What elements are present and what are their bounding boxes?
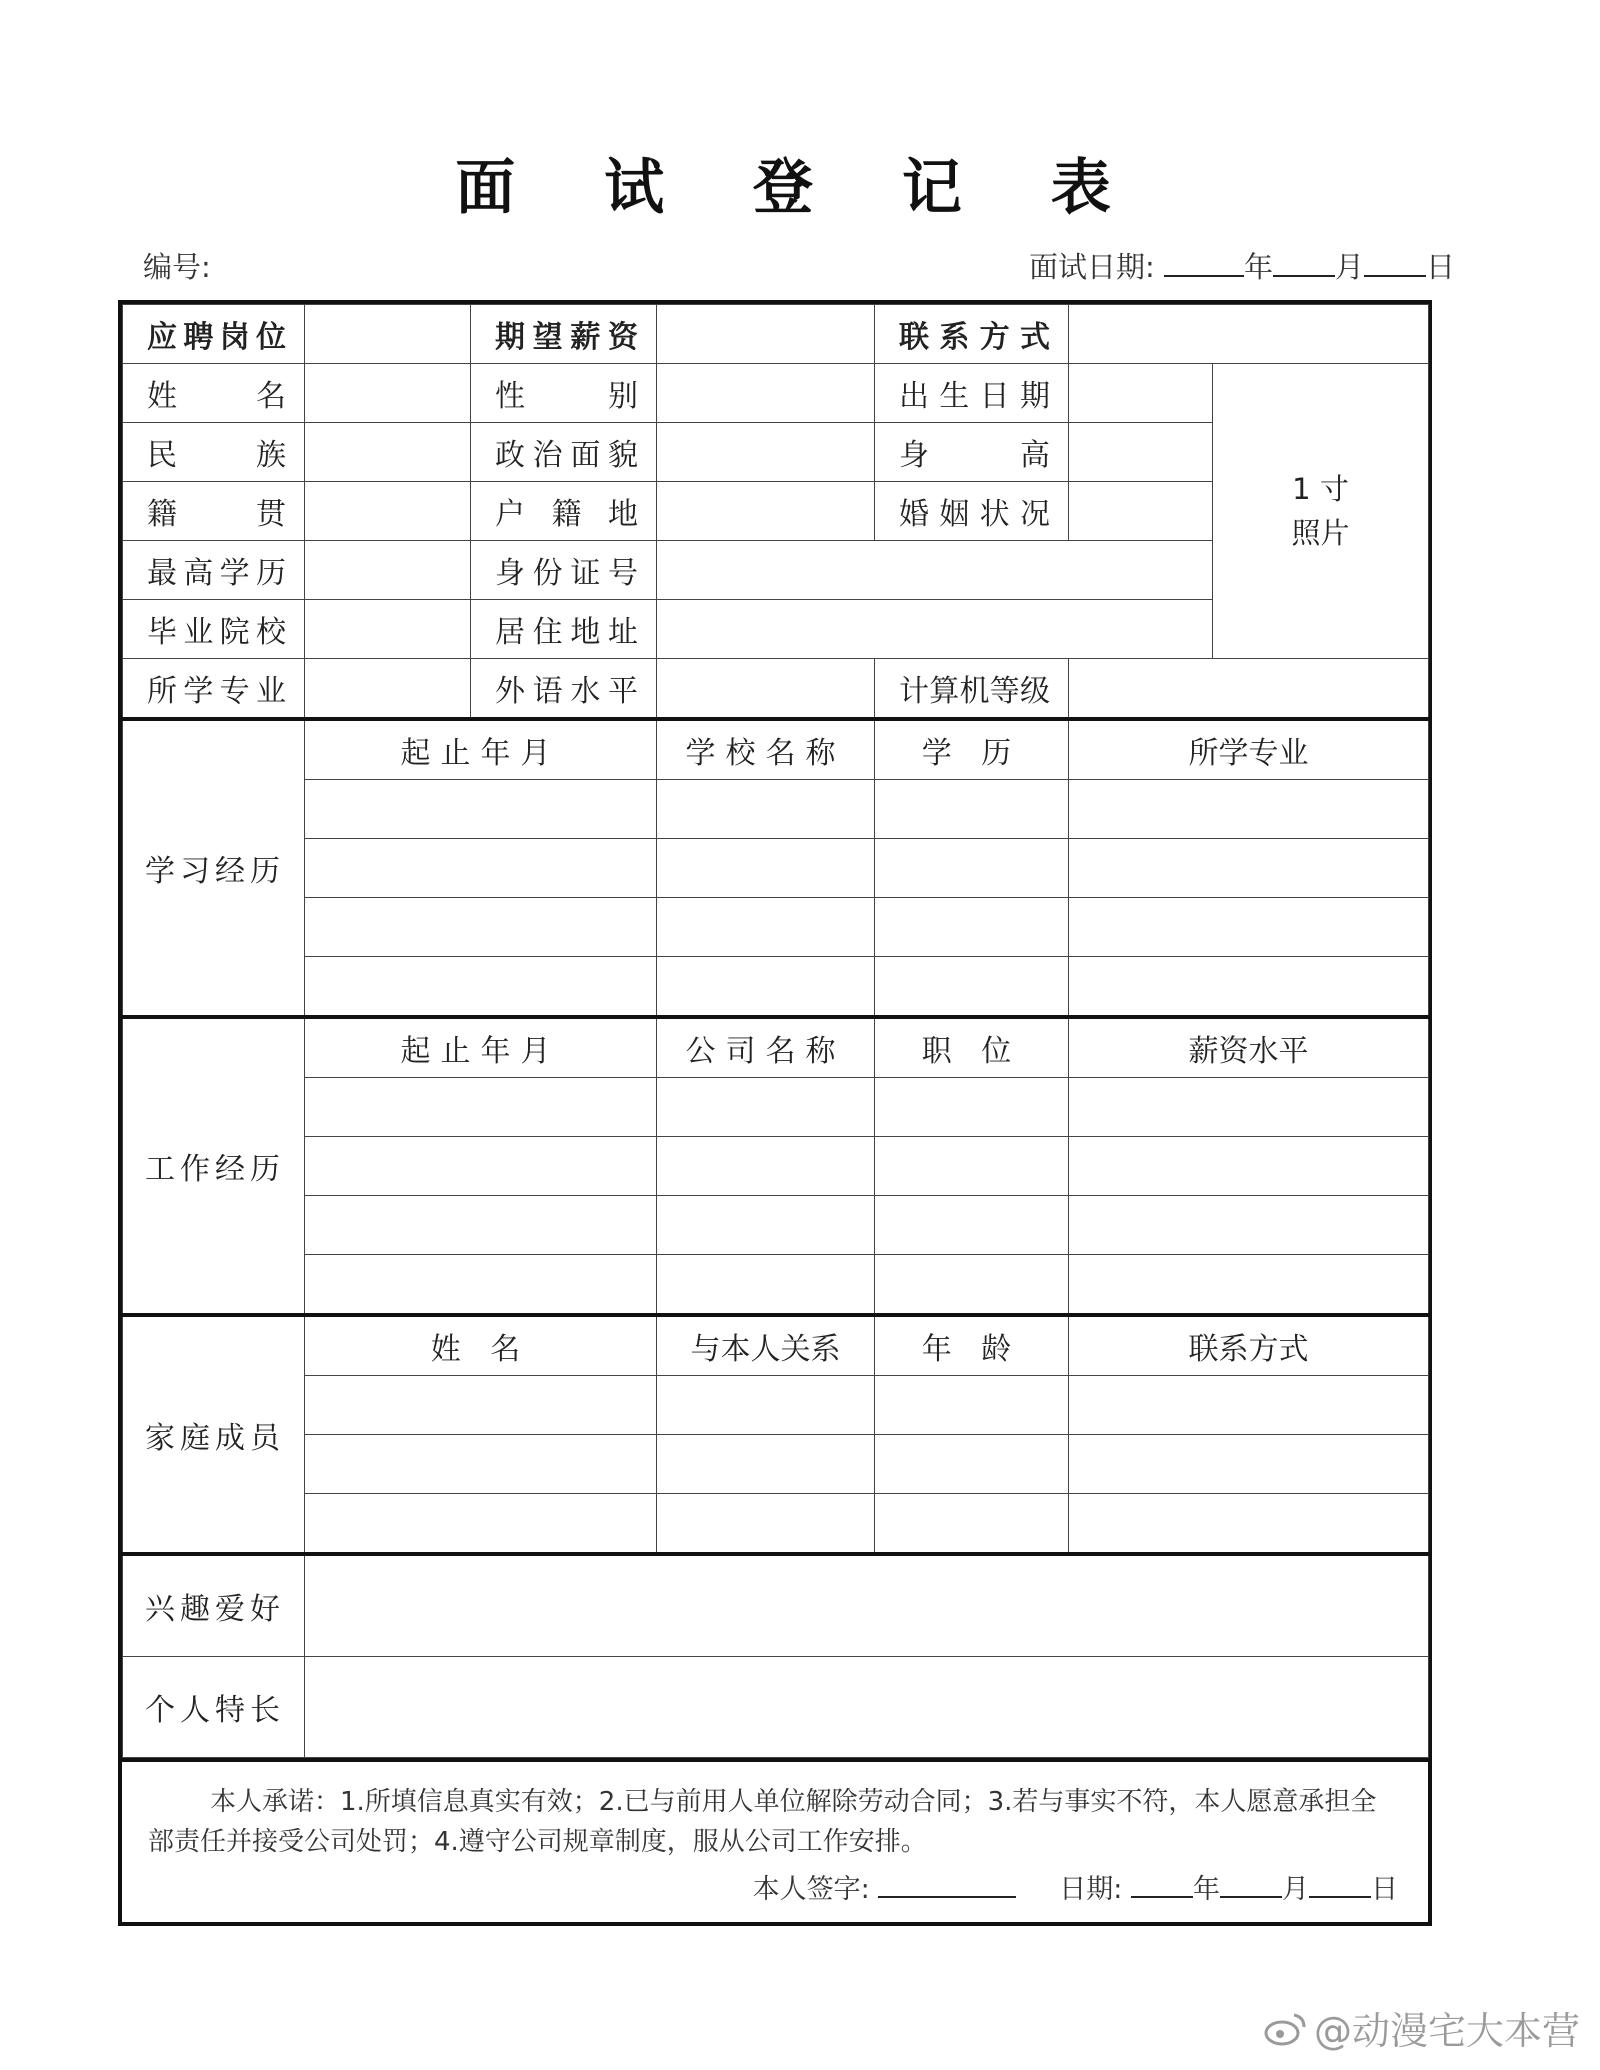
work-cell[interactable] <box>657 1078 875 1137</box>
study-cell[interactable] <box>305 957 657 1018</box>
photo-size-label: 1 寸 <box>1292 472 1349 506</box>
hobby-label: 兴趣爱好 <box>123 1554 305 1657</box>
hukou-field[interactable] <box>657 482 875 541</box>
watermark-text: @动漫宅大本营 <box>1313 2009 1580 2053</box>
work-cell[interactable] <box>1069 1196 1429 1255</box>
address-field[interactable] <box>657 600 1213 659</box>
study-cell[interactable] <box>875 957 1069 1018</box>
ethnicity-field[interactable] <box>305 423 471 482</box>
work-cell[interactable] <box>657 1255 875 1316</box>
work-cell[interactable] <box>1069 1078 1429 1137</box>
photo-label: 照片 <box>1291 516 1350 550</box>
number-label: 编号: <box>143 250 211 284</box>
work-cell[interactable] <box>875 1255 1069 1316</box>
weibo-icon <box>1264 2011 1308 2056</box>
id-number-field[interactable] <box>657 541 1213 600</box>
political-field[interactable] <box>657 423 875 482</box>
study-col-period: 起止年月 <box>305 719 657 780</box>
family-col-age: 年 龄 <box>875 1315 1069 1376</box>
study-cell[interactable] <box>1069 839 1429 898</box>
work-cell[interactable] <box>305 1137 657 1196</box>
day-blank[interactable] <box>1364 251 1426 277</box>
major-label: 所学专业 <box>123 659 305 720</box>
sign-day-blank[interactable] <box>1309 1872 1371 1898</box>
family-cell[interactable] <box>305 1376 657 1435</box>
political-label: 政治面貌 <box>471 423 657 482</box>
specialty-label: 个人特长 <box>123 1657 305 1758</box>
school-label: 毕业院校 <box>123 600 305 659</box>
height-label: 身高 <box>875 423 1069 482</box>
work-col-salary: 薪资水平 <box>1069 1017 1429 1078</box>
gender-field[interactable] <box>657 364 875 423</box>
family-col-relation: 与本人关系 <box>657 1315 875 1376</box>
education-field[interactable] <box>305 541 471 600</box>
work-col-period: 起止年月 <box>305 1017 657 1078</box>
sign-date-label: 日期: <box>1059 1874 1123 1905</box>
signature-line <box>753 1867 1398 1906</box>
pledge-text: 本人承诺：1.所填信息真实有效；2.已与前用人单位解除劳动合同；3.若与事实不符，本人愿意承担全部责任并接受公司处罚；4.遵守公司规章制度，服从公司工作安排。 <box>148 1787 1377 1857</box>
work-section-label: 工作经历 <box>123 1017 305 1315</box>
month-label: 月 <box>1334 250 1364 284</box>
work-cell[interactable] <box>875 1137 1069 1196</box>
family-cell[interactable] <box>657 1435 875 1494</box>
family-cell[interactable] <box>875 1376 1069 1435</box>
study-section-label: 学习经历 <box>123 719 305 1017</box>
major-field[interactable] <box>305 659 471 720</box>
study-cell[interactable] <box>875 898 1069 957</box>
specialty-field[interactable] <box>305 1657 1429 1758</box>
sign-month-blank[interactable] <box>1220 1872 1282 1898</box>
year-label: 年 <box>1243 250 1273 284</box>
school-field[interactable] <box>305 600 471 659</box>
sign-month-label: 月 <box>1282 1874 1309 1905</box>
study-cell[interactable] <box>657 839 875 898</box>
pledge-section <box>122 1758 1428 1922</box>
marital-field[interactable] <box>1069 482 1213 541</box>
study-cell[interactable] <box>305 898 657 957</box>
family-cell[interactable] <box>875 1435 1069 1494</box>
birth-field[interactable] <box>1069 364 1213 423</box>
hobby-field[interactable] <box>305 1554 1429 1657</box>
position-label: 应聘岗位 <box>123 305 305 364</box>
study-cell[interactable] <box>1069 957 1429 1018</box>
study-cell[interactable] <box>305 780 657 839</box>
family-cell[interactable] <box>875 1494 1069 1555</box>
language-label: 外语水平 <box>471 659 657 720</box>
study-col-degree: 学 历 <box>875 719 1069 780</box>
family-cell[interactable] <box>1069 1376 1429 1435</box>
sign-day-label: 日 <box>1371 1874 1398 1905</box>
form-title: 面 试 登 记 表 <box>455 153 1145 223</box>
family-cell[interactable] <box>1069 1435 1429 1494</box>
day-label: 日 <box>1425 250 1455 284</box>
birth-label: 出生日期 <box>875 364 1069 423</box>
name-label: 姓名 <box>123 364 305 423</box>
signature-label: 本人签字: <box>752 1874 870 1905</box>
education-label: 最高学历 <box>123 541 305 600</box>
study-cell[interactable] <box>657 898 875 957</box>
work-cell[interactable] <box>305 1255 657 1316</box>
position-field[interactable] <box>305 305 471 364</box>
work-col-company: 公司名称 <box>657 1017 875 1078</box>
work-cell[interactable] <box>657 1137 875 1196</box>
family-col-name: 姓 名 <box>305 1315 657 1376</box>
contact-label: 联系方式 <box>875 305 1069 364</box>
interview-date <box>1029 245 1455 286</box>
study-col-major: 所学专业 <box>1069 719 1429 780</box>
work-cell[interactable] <box>875 1078 1069 1137</box>
study-cell[interactable] <box>305 839 657 898</box>
work-cell[interactable] <box>305 1078 657 1137</box>
work-cell[interactable] <box>875 1196 1069 1255</box>
ethnicity-label: 民族 <box>123 423 305 482</box>
work-cell[interactable] <box>1069 1255 1429 1316</box>
salary-expect-field[interactable] <box>657 305 875 364</box>
registration-form <box>118 300 1432 1926</box>
work-col-position: 职 位 <box>875 1017 1069 1078</box>
native-place-field[interactable] <box>305 482 471 541</box>
sign-year-blank[interactable] <box>1131 1872 1193 1898</box>
family-cell[interactable] <box>1069 1494 1429 1555</box>
family-section-label: 家庭成员 <box>123 1315 305 1554</box>
computer-field[interactable] <box>1069 659 1429 720</box>
work-cell[interactable] <box>657 1196 875 1255</box>
family-col-contact: 联系方式 <box>1069 1315 1429 1376</box>
work-cell[interactable] <box>1069 1137 1429 1196</box>
salary-expect-label: 期望薪资 <box>471 305 657 364</box>
study-cell[interactable] <box>875 839 1069 898</box>
study-cell[interactable] <box>1069 898 1429 957</box>
watermark <box>1264 2000 1580 2056</box>
study-cell[interactable] <box>657 957 875 1018</box>
month-blank[interactable] <box>1273 251 1335 277</box>
marital-label: 婚姻状况 <box>875 482 1069 541</box>
family-cell[interactable] <box>657 1494 875 1555</box>
sign-year-label: 年 <box>1193 1874 1220 1905</box>
year-blank[interactable] <box>1164 251 1244 277</box>
work-cell[interactable] <box>305 1196 657 1255</box>
interview-date-label: 面试日期: <box>1028 250 1155 284</box>
address-label: 居住地址 <box>471 600 657 659</box>
name-field[interactable] <box>305 364 471 423</box>
height-field[interactable] <box>1069 423 1213 482</box>
hukou-label: 户籍地 <box>471 482 657 541</box>
id-number-label: 身份证号 <box>471 541 657 600</box>
contact-field[interactable] <box>1069 305 1429 364</box>
study-col-school: 学校名称 <box>657 719 875 780</box>
study-cell[interactable] <box>657 780 875 839</box>
photo-box[interactable] <box>1213 364 1429 659</box>
language-field[interactable] <box>657 659 875 720</box>
form-table <box>122 304 1429 1758</box>
family-cell[interactable] <box>305 1494 657 1555</box>
family-cell[interactable] <box>657 1376 875 1435</box>
native-place-label: 籍贯 <box>123 482 305 541</box>
family-cell[interactable] <box>305 1435 657 1494</box>
gender-label: 性别 <box>471 364 657 423</box>
study-cell[interactable] <box>875 780 1069 839</box>
signature-blank[interactable] <box>878 1872 1016 1898</box>
computer-label: 计算机等级 <box>875 659 1069 720</box>
study-cell[interactable] <box>1069 780 1429 839</box>
